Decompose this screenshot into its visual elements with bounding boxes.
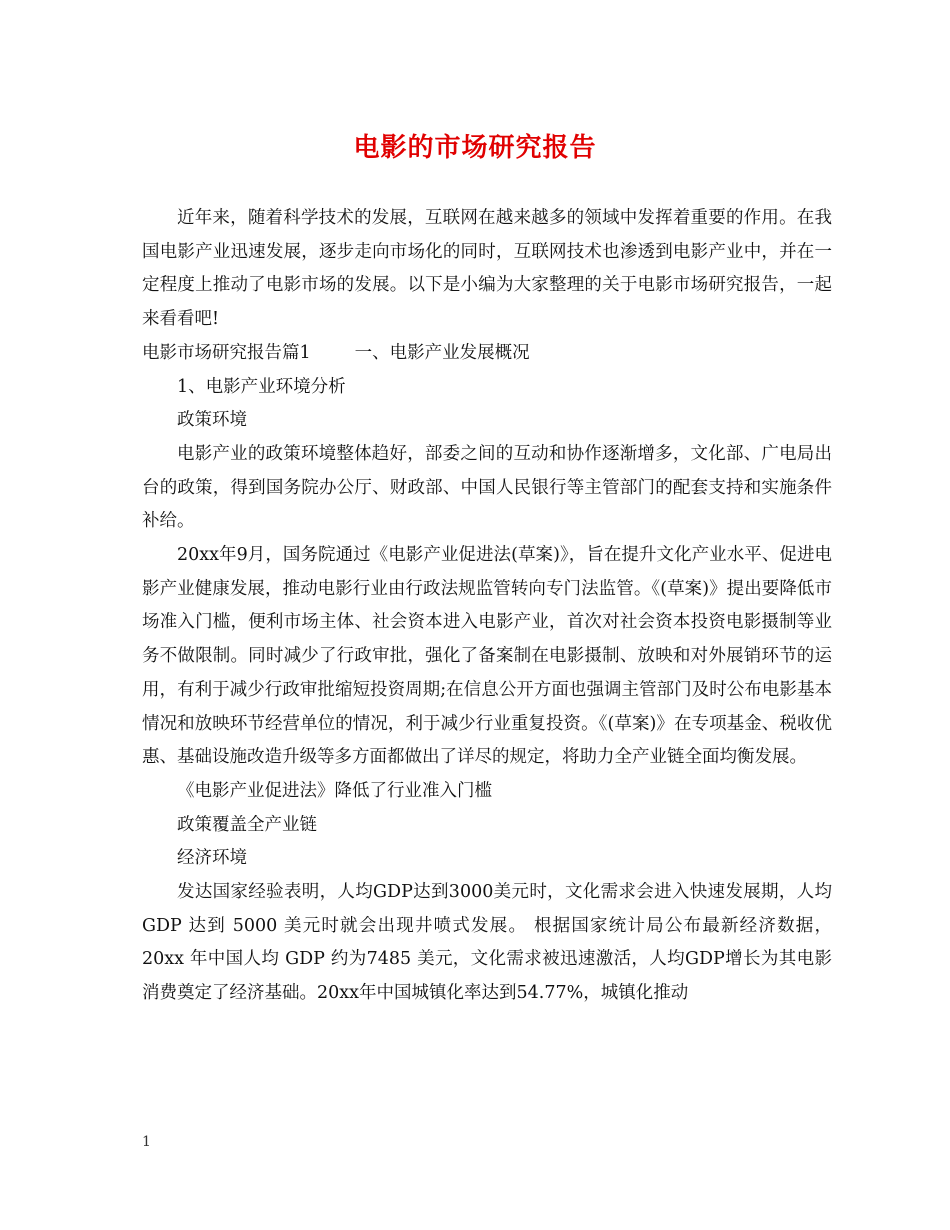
economy-paragraph: 发达国家经验表明，人均GDP达到3000美元时，文化需求会进入快速发展期，人均 GDP 达到 5000 美元时就会出现井喷式发展。 根据国家统计局公布最新经济数据，20xx 年中国人均 GDP 约为7485 美元，文化需求被迅速激活，人均GDP增长为其电影消费奠定了经济基础。20xx年中国城镇化率达到54.77%，城镇化推动 [142, 882, 832, 1004]
page-number: 1 [142, 1134, 151, 1150]
sub-heading-industry-environment: 1、电影产业环境分析 [177, 376, 346, 397]
intro-paragraph: 近年来，随着科学技术的发展，互联网在越来越多的领域中发挥着重要的作用。在我国电影产业迅速发展，逐步走向市场化的同时，互联网技术也渗透到电影产业中，并在一定程度上推动了电影市场的发展。以下是小编为大家整理的关于电影市场研究报告，一起来看看吧! [142, 208, 832, 330]
section-heading: 一、电影产业发展概况 [354, 342, 530, 363]
document-title: 电影的市场研究报告 [353, 133, 597, 163]
document-body [142, 202, 832, 1011]
policy-point-1: 《电影产业促进法》降低了行业准入门槛 [177, 780, 492, 801]
part-heading-line [142, 337, 832, 371]
policy-paragraph-1: 电影产业的政策环境整体趋好，部委之间的互动和协作逐渐增多，文化部、广电局出台的政策，得到国务院办公厅、财政部、中国人民银行等主管部门的配套支持和实施条件补给。 [142, 443, 832, 532]
policy-point-2: 政策覆盖全产业链 [177, 814, 317, 835]
economy-heading: 经济环境 [177, 848, 247, 869]
policy-heading: 政策环境 [177, 410, 247, 431]
policy-paragraph-2: 20xx年9月，国务院通过《电影产业促进法(草案)》，旨在提升文化产业水平、促进电影产业健康发展，推动电影行业由行政法规监管转向专门法监管。《(草案)》提出要降低市场准入门槛，便利市场主体、社会资本进入电影产业，首次对社会资本投资电影摄制等业务不做限制。同时减少了行政审批，强化了备案制在电影摄制、放映和对外展销环节的运用，有利于减少行政审批缩短投资周期;在信息公开方面也强调主管部门及时公布电影基本情况和放映环节经营单位的情况，利于减少行业重复投资。《(草案)》在专项基金、税收优惠、基础设施改造升级等多方面都做出了详尽的规定，将助力全产业链全面均衡发展。 [142, 545, 832, 768]
part-label: 电影市场研究报告篇1 [142, 342, 311, 363]
